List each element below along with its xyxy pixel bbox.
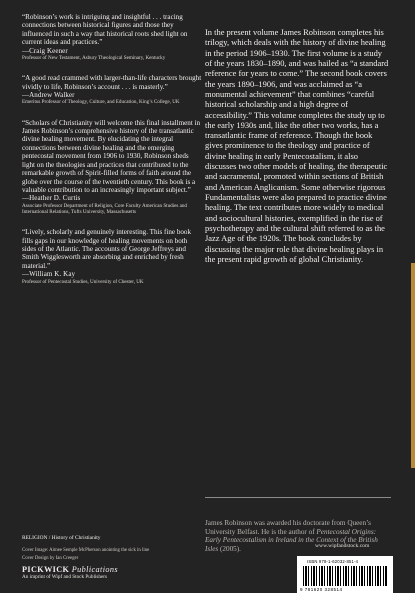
quote-text: “Robinson’s work is intriguing and insightful . . . tracing connections between historical figures and those they influenced in such a way that historical roots shed light on current ideas and practices.” [22, 13, 188, 47]
quote-author: —Heather D. Curtis [22, 194, 81, 203]
quote-affiliation: Professor of Pentecostal Studies, University of Chester, UK [22, 278, 144, 285]
endorsement-1 [22, 13, 202, 61]
publisher-name: PICKWICK [22, 565, 70, 574]
publisher-name-italic: Publications [71, 565, 118, 574]
barcode-bars [303, 566, 387, 586]
endorsements [22, 13, 202, 298]
quote-affiliation: Emeritus Professor of Theology, Culture, and Education, King’s College, UK [22, 99, 180, 106]
bio-text: James Robinson was awarded his doctorate from Queen’s University Belfast. He is the author of [205, 519, 371, 536]
cover-image-credit: Cover Image: Aimee Semple McPherson anointing the sick in line [22, 548, 150, 553]
publisher-block [22, 535, 207, 580]
publisher-logo [22, 565, 207, 574]
quote-text: “Scholars of Christianity will welcome this final installment in James Robinson’s comprehensive history of the transatlantic divine healing movement. By elucidating the integral connections between divine healing and the emerging pentecostal movement from 1906 to 1930, Robinson sheds light on the theologies and practices that contributed to the remarkable growth of Spirit-filled forms of faith around the globe over the course of the twentieth century. This book is a valuable contribution to an increasingly important subject.” [22, 118, 201, 194]
bio-book-title: Pentecostal Origins: Early Pentecostalism in Ireland in the Context of the British Isles [205, 527, 378, 553]
bio-suffix: (2005). [218, 544, 241, 553]
cover-design-credit: Cover Design by Ian Creeger [22, 556, 79, 561]
divider [205, 497, 391, 498]
imprint-line: An imprint of Wipf and Stock Publishers [22, 574, 107, 580]
quote-affiliation: Professor of New Testament, Asbury Theological Seminary, Kentucky [22, 55, 166, 62]
quote-author: —William K. Kay [22, 270, 76, 279]
endorsement-2 [22, 74, 202, 105]
barcode [297, 556, 393, 593]
quote-author: —Craig Keener [22, 46, 68, 55]
quote-text: “Lively, scholarly and genuinely interesting. This fine book fills gaps in our knowledge of healing movements on both sides of the Atlantic. The accounts of George Jeffreys and Smith Wigglesworth are absorbing and enriched by fresh material.” [22, 228, 192, 270]
quote-text: “A good read crammed with larger-than-life characters brought vividly to life, Robinson’s account . . . is masterly.” [22, 74, 202, 91]
category-label: RELIGION / History of Christianity [22, 535, 101, 541]
quote-affiliation: Associate Professor Department of Religion, Core Faculty American Studies and International Relations, Tufts University, Massachusetts [22, 202, 187, 215]
endorsement-4 [22, 228, 202, 285]
accent-bar [411, 263, 415, 468]
book-description: In the present volume James Robinson completes his trilogy, which deals with the history of divine healing in the period 1906–1930. The first volume is a study of the years 1830–1890, and was hailed as “a standard reference for years to come.” The second book covers the years 1890–1906, and was acclaimed as “a monumental achievement” that combines “careful historical scholarship and a high degree of accessibility.” This volume completes the study up to the early 1930s and, like the other two works, has a transatlantic frame of reference. Though the book gives prominence to the theology and practice of divine healing in early Pentecostalism, it also discusses two other models of healing, the therapeutic and sacramental, promoted within sections of British and American Anglicanism. Some otherwise rigorous Fundamentalists were also prepared to practice divine healing. The text contributes more widely to medical and sociocultural histories, exemplified in the rise of psychotherapy and the cultural shift referred to as the Jazz Age of the 1920s. The book concludes by discussing the major role that divine healing plays in the present rapid growth of global Christianity. [205, 27, 389, 264]
endorsement-3 [22, 119, 202, 215]
quote-author: —Andrew Walker [22, 91, 75, 100]
isbn-label: ISBN 978-1-62032-851-4 [307, 559, 359, 564]
barcode-digits: 9 781620 328514 [300, 587, 343, 592]
website-url: www.wipfandstock.com [315, 543, 370, 549]
